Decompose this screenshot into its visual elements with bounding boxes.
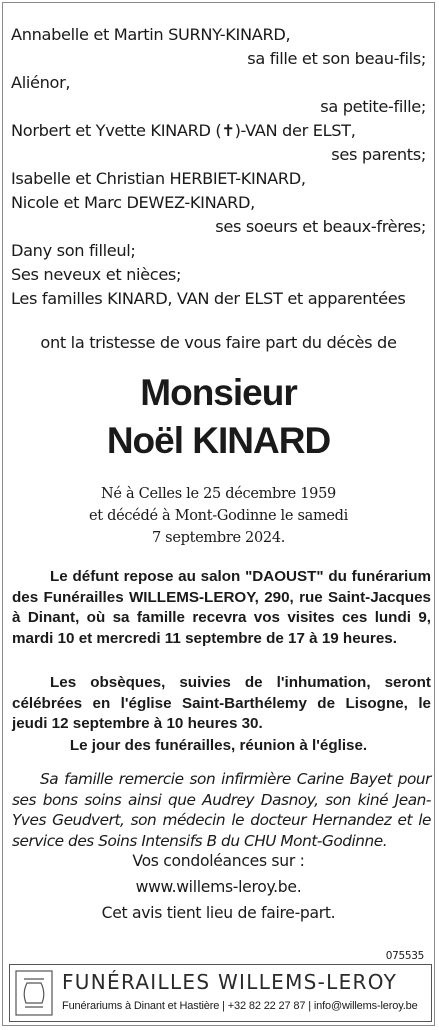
family-list xyxy=(11,23,426,311)
family-line: sa fille et son beau-fils; xyxy=(247,49,426,68)
announcement-text: ont la tristesse de vous faire part du décès de xyxy=(40,333,397,352)
notice-line: Cet avis tient lieu de faire-part. xyxy=(101,904,336,922)
funeral-home-footer xyxy=(9,964,432,1022)
family-line: Nicole et Marc DEWEZ-KINARD, xyxy=(11,193,255,212)
deceased-name-block xyxy=(3,369,434,465)
family-line: Les familles KINARD, VAN der ELST et apparentées xyxy=(11,289,406,308)
funeral-paragraph: Les obsèques, suivies de l'inhumation, seront célébrées en l'église Saint-Barthélemy de Lisogne, le jeudi 12 septembre à 10 heures 30. xyxy=(12,674,431,732)
family-line: ses parents; xyxy=(331,145,426,164)
death-date-line: 7 septembre 2024. xyxy=(151,530,286,546)
thanks-paragraph: Sa famille remercie son infirmière Carine Bayet pour ses bons soins ainsi que Audrey Dasnoy, son kiné Jean-Yves Geudvert, son médecin le docteur Hernandez et le service des Soins Intensifs B du CHU Mont-Godinne. xyxy=(12,770,431,850)
reference-number: 075535 xyxy=(385,950,424,962)
deceased-name: Noël KINARD xyxy=(106,420,331,461)
meeting-line: Le jour des funérailles, réunion à l'église. xyxy=(69,737,368,754)
birth-line: Né à Celles le 25 décembre 1959 xyxy=(101,486,336,502)
funeral-home-contact: Funérariums à Dinant et Hastière | +32 82 22 27 87 | info@willems-leroy.be xyxy=(62,1000,418,1012)
family-line: Isabelle et Christian HERBIET-KINARD, xyxy=(11,169,306,188)
condolences-link[interactable]: www.willems-leroy.be. xyxy=(135,878,302,896)
family-line: sa petite-fille; xyxy=(320,97,426,116)
visitation-paragraph: Le défunt repose au salon "DAOUST" du funérarium des Funérailles WILLEMS-LEROY, 290, rue Saint-Jacques à Dinant, où sa famille recevra vos visites ces lundi 9, mardi 10 et mercredi 11 septembre de 17 à 19 heures. xyxy=(12,568,431,647)
deceased-title: Monsieur xyxy=(140,372,297,413)
condolences-label: Vos condoléances sur : xyxy=(132,852,305,870)
urn-icon xyxy=(14,969,54,1017)
funeral-home-logo: FUNÉRAILLES WILLEMS-LEROY xyxy=(62,970,398,994)
death-line: et décédé à Mont-Godinne le samedi xyxy=(88,508,348,524)
family-line: Aliénor, xyxy=(11,73,71,92)
obituary-notice xyxy=(2,2,435,1026)
family-line: Dany son filleul; xyxy=(11,241,136,260)
family-line: Ses neveux et nièces; xyxy=(11,265,182,284)
family-line: Annabelle et Martin SURNY-KINARD, xyxy=(11,25,291,44)
family-line: Norbert et Yvette KINARD (✝)-VAN der ELST, xyxy=(11,121,356,140)
birth-death-block xyxy=(3,483,434,549)
family-line: ses soeurs et beaux-frères; xyxy=(215,217,426,236)
